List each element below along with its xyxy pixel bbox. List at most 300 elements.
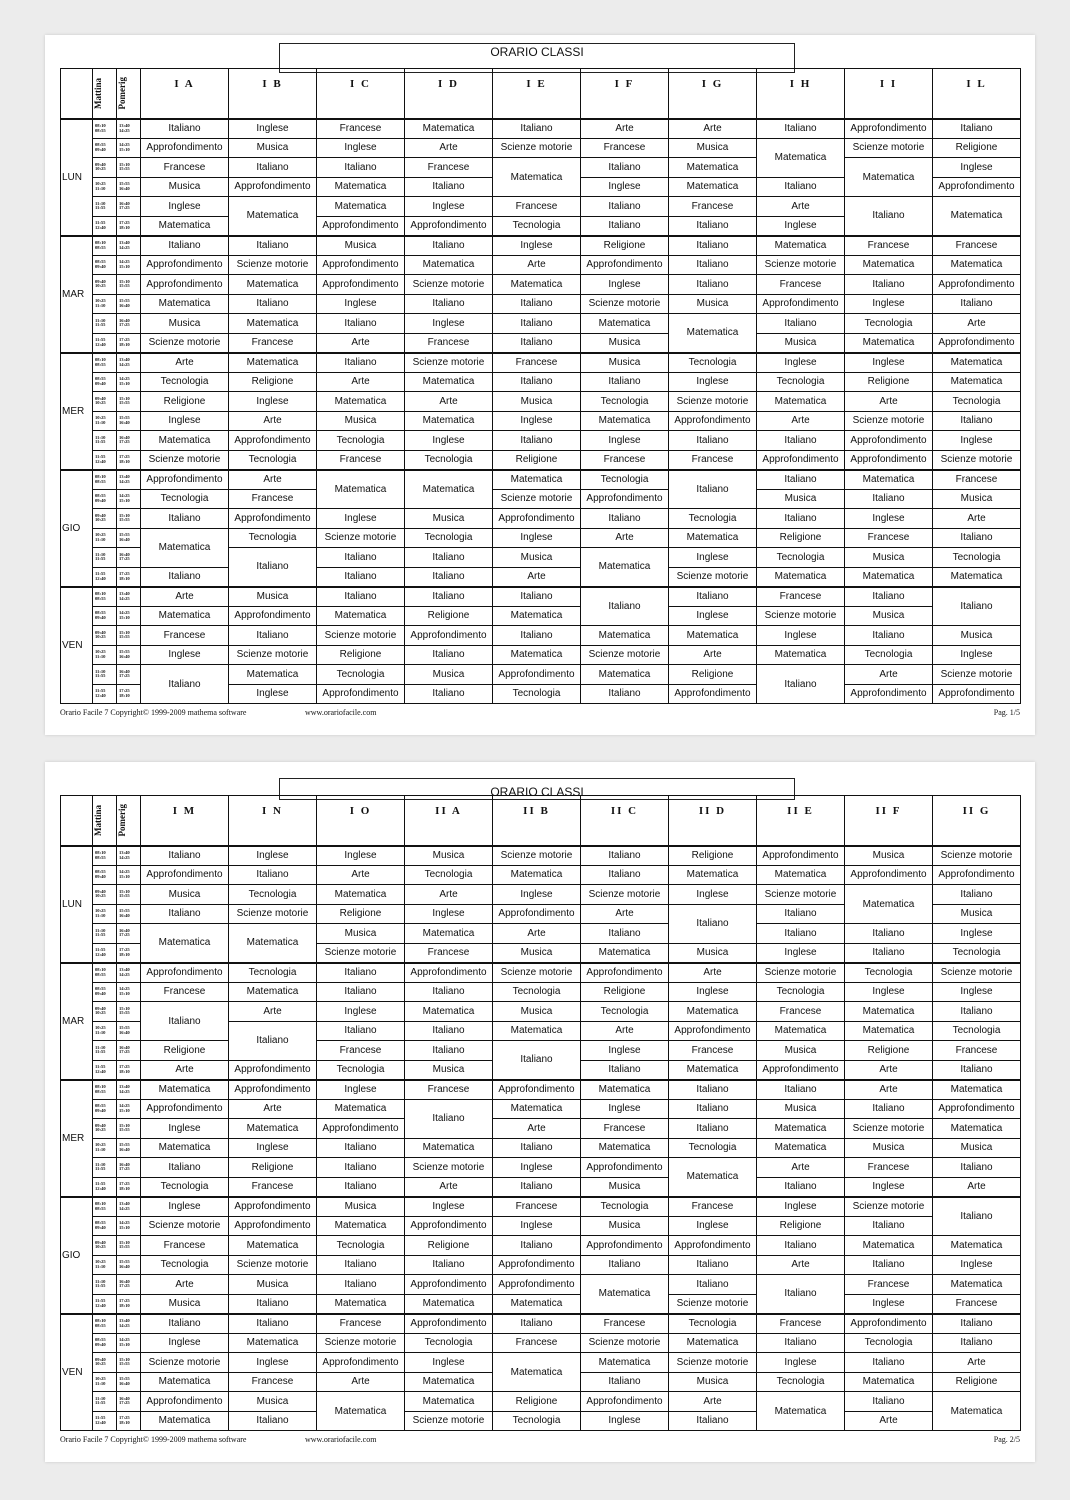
subject-cell[interactable]: Italiano <box>229 1411 317 1431</box>
subject-cell[interactable]: Francese <box>669 450 757 470</box>
subject-cell[interactable]: Approfondimento <box>933 865 1021 885</box>
subject-cell[interactable]: Francese <box>933 470 1021 490</box>
subject-cell[interactable]: Inglese <box>493 528 581 548</box>
subject-cell[interactable]: Italiano <box>845 1353 933 1373</box>
subject-cell[interactable]: Scienze motorie <box>141 1353 229 1373</box>
subject-cell[interactable]: Matematica <box>405 119 493 139</box>
subject-cell[interactable]: Religione <box>845 1041 933 1061</box>
subject-cell[interactable]: Italiano <box>405 645 493 665</box>
subject-cell[interactable]: Musica <box>933 626 1021 646</box>
subject-cell[interactable]: Francese <box>933 1294 1021 1314</box>
subject-cell[interactable]: Matematica <box>317 885 405 905</box>
subject-cell[interactable]: Inglese <box>141 1197 229 1217</box>
subject-cell[interactable]: Inglese <box>581 275 669 295</box>
subject-cell[interactable]: Matematica <box>669 177 757 197</box>
subject-cell[interactable]: Approfondimento <box>229 606 317 626</box>
subject-cell[interactable]: Italiano <box>845 197 933 236</box>
subject-cell[interactable]: Musica <box>581 1177 669 1197</box>
subject-cell[interactable]: Francese <box>845 236 933 256</box>
subject-cell[interactable]: Approfondimento <box>141 963 229 983</box>
subject-cell[interactable]: Francese <box>669 1197 757 1217</box>
subject-cell[interactable]: Italiano <box>669 216 757 236</box>
subject-cell[interactable]: Inglese <box>581 1041 669 1061</box>
subject-cell[interactable]: Tecnologia <box>405 528 493 548</box>
subject-cell[interactable]: Matematica <box>845 333 933 353</box>
subject-cell[interactable]: Approfondimento <box>493 904 581 924</box>
subject-cell[interactable]: Italiano <box>141 567 229 587</box>
subject-cell[interactable]: Matematica <box>229 353 317 373</box>
subject-cell[interactable]: Musica <box>229 1275 317 1295</box>
subject-cell[interactable]: Musica <box>317 1197 405 1217</box>
subject-cell[interactable]: Tecnologia <box>669 1138 757 1158</box>
subject-cell[interactable]: Francese <box>493 1197 581 1217</box>
subject-cell[interactable]: Matematica <box>317 177 405 197</box>
subject-cell[interactable]: Matematica <box>581 411 669 431</box>
subject-cell[interactable]: Arte <box>141 1275 229 1295</box>
subject-cell[interactable]: Musica <box>933 904 1021 924</box>
subject-cell[interactable]: Musica <box>669 1372 757 1392</box>
subject-cell[interactable]: Italiano <box>405 294 493 314</box>
subject-cell[interactable]: Italiano <box>581 197 669 217</box>
subject-cell[interactable]: Inglese <box>669 982 757 1002</box>
subject-cell[interactable]: Matematica <box>757 1119 845 1139</box>
subject-cell[interactable]: Matematica <box>317 470 405 509</box>
subject-cell[interactable]: Inglese <box>229 119 317 139</box>
subject-cell[interactable]: Arte <box>757 1158 845 1178</box>
subject-cell[interactable]: Matematica <box>669 528 757 548</box>
subject-cell[interactable]: Matematica <box>405 255 493 275</box>
subject-cell[interactable]: Scienze motorie <box>229 645 317 665</box>
subject-cell[interactable]: Matematica <box>229 314 317 334</box>
subject-cell[interactable]: Inglese <box>493 1216 581 1236</box>
subject-cell[interactable]: Inglese <box>757 626 845 646</box>
subject-cell[interactable]: Italiano <box>141 1314 229 1334</box>
subject-cell[interactable]: Italiano <box>317 567 405 587</box>
subject-cell[interactable]: Italiano <box>669 1119 757 1139</box>
subject-cell[interactable]: Inglese <box>405 1197 493 1217</box>
subject-cell[interactable]: Inglese <box>757 216 845 236</box>
subject-cell[interactable]: Matematica <box>493 1294 581 1314</box>
subject-cell[interactable]: Italiano <box>229 626 317 646</box>
subject-cell[interactable]: Matematica <box>493 645 581 665</box>
subject-cell[interactable]: Scienze motorie <box>757 606 845 626</box>
subject-cell[interactable]: Tecnologia <box>845 963 933 983</box>
subject-cell[interactable]: Italiano <box>581 372 669 392</box>
subject-cell[interactable]: Arte <box>669 645 757 665</box>
subject-cell[interactable]: Italiano <box>405 982 493 1002</box>
subject-cell[interactable]: Inglese <box>845 509 933 529</box>
subject-cell[interactable]: Matematica <box>581 1353 669 1373</box>
subject-cell[interactable]: Matematica <box>229 275 317 295</box>
subject-cell[interactable]: Italiano <box>493 294 581 314</box>
subject-cell[interactable]: Approfondimento <box>493 1080 581 1100</box>
subject-cell[interactable]: Arte <box>493 924 581 944</box>
subject-cell[interactable]: Italiano <box>845 275 933 295</box>
subject-cell[interactable]: Approfondimento <box>757 294 845 314</box>
subject-cell[interactable]: Tecnologia <box>141 1177 229 1197</box>
subject-cell[interactable]: Italiano <box>405 567 493 587</box>
subject-cell[interactable]: Inglese <box>229 392 317 412</box>
subject-cell[interactable]: Italiano <box>141 1002 229 1041</box>
subject-cell[interactable]: Francese <box>757 1002 845 1022</box>
subject-cell[interactable]: Italiano <box>581 1255 669 1275</box>
subject-cell[interactable]: Musica <box>757 1099 845 1119</box>
subject-cell[interactable]: Tecnologia <box>757 548 845 568</box>
subject-cell[interactable]: Inglese <box>845 982 933 1002</box>
subject-cell[interactable]: Religione <box>141 392 229 412</box>
subject-cell[interactable]: Approfondimento <box>317 1353 405 1373</box>
subject-cell[interactable]: Inglese <box>229 1138 317 1158</box>
footer-url[interactable]: www.orariofacile.com <box>305 1435 377 1444</box>
subject-cell[interactable]: Italiano <box>405 1255 493 1275</box>
subject-cell[interactable]: Arte <box>405 392 493 412</box>
subject-cell[interactable]: Italiano <box>669 470 757 509</box>
subject-cell[interactable]: Inglese <box>933 431 1021 451</box>
subject-cell[interactable]: Approfondimento <box>845 865 933 885</box>
subject-cell[interactable]: Matematica <box>141 528 229 567</box>
subject-cell[interactable]: Tecnologia <box>581 1002 669 1022</box>
subject-cell[interactable]: Matematica <box>669 314 757 353</box>
subject-cell[interactable]: Tecnologia <box>493 1411 581 1431</box>
subject-cell[interactable]: Matematica <box>581 1275 669 1314</box>
subject-cell[interactable]: Italiano <box>317 1158 405 1178</box>
subject-cell[interactable]: Italiano <box>757 665 845 704</box>
subject-cell[interactable]: Matematica <box>229 1119 317 1139</box>
subject-cell[interactable]: Italiano <box>141 665 229 704</box>
subject-cell[interactable]: Italiano <box>405 1041 493 1061</box>
subject-cell[interactable]: Arte <box>141 353 229 373</box>
subject-cell[interactable]: Italiano <box>405 177 493 197</box>
subject-cell[interactable]: Tecnologia <box>757 1372 845 1392</box>
subject-cell[interactable]: Matematica <box>317 1216 405 1236</box>
subject-cell[interactable]: Italiano <box>493 1177 581 1197</box>
subject-cell[interactable]: Italiano <box>229 158 317 178</box>
subject-cell[interactable]: Matematica <box>493 275 581 295</box>
subject-cell[interactable]: Tecnologia <box>669 1314 757 1334</box>
subject-cell[interactable]: Tecnologia <box>229 963 317 983</box>
subject-cell[interactable]: Musica <box>405 509 493 529</box>
subject-cell[interactable]: Inglese <box>493 236 581 256</box>
subject-cell[interactable]: Approfondimento <box>317 1119 405 1139</box>
subject-cell[interactable]: Tecnologia <box>933 1021 1021 1041</box>
subject-cell[interactable]: Tecnologia <box>669 509 757 529</box>
subject-cell[interactable]: Scienze motorie <box>405 1158 493 1178</box>
subject-cell[interactable]: Arte <box>317 865 405 885</box>
subject-cell[interactable]: Italiano <box>317 1021 405 1041</box>
subject-cell[interactable]: Musica <box>229 138 317 158</box>
subject-cell[interactable]: Francese <box>845 1158 933 1178</box>
subject-cell[interactable]: Francese <box>405 333 493 353</box>
subject-cell[interactable]: Italiano <box>845 924 933 944</box>
subject-cell[interactable]: Scienze motorie <box>493 489 581 509</box>
subject-cell[interactable]: Italiano <box>493 1314 581 1334</box>
subject-cell[interactable]: Tecnologia <box>933 548 1021 568</box>
subject-cell[interactable]: Italiano <box>845 489 933 509</box>
subject-cell[interactable]: Italiano <box>581 216 669 236</box>
subject-cell[interactable]: Italiano <box>845 626 933 646</box>
subject-cell[interactable]: Francese <box>405 1080 493 1100</box>
subject-cell[interactable]: Matematica <box>845 567 933 587</box>
subject-cell[interactable]: Arte <box>317 372 405 392</box>
subject-cell[interactable]: Arte <box>581 904 669 924</box>
subject-cell[interactable]: Inglese <box>317 294 405 314</box>
subject-cell[interactable]: Tecnologia <box>933 943 1021 963</box>
subject-cell[interactable]: Italiano <box>317 314 405 334</box>
subject-cell[interactable]: Scienze motorie <box>493 963 581 983</box>
subject-cell[interactable]: Italiano <box>757 1177 845 1197</box>
subject-cell[interactable]: Matematica <box>845 1021 933 1041</box>
subject-cell[interactable]: Matematica <box>933 353 1021 373</box>
subject-cell[interactable]: Scienze motorie <box>933 450 1021 470</box>
subject-cell[interactable]: Matematica <box>405 372 493 392</box>
subject-cell[interactable]: Tecnologia <box>229 450 317 470</box>
subject-cell[interactable]: Religione <box>581 236 669 256</box>
subject-cell[interactable]: Musica <box>669 294 757 314</box>
subject-cell[interactable]: Italiano <box>669 1275 757 1295</box>
subject-cell[interactable]: Scienze motorie <box>405 275 493 295</box>
subject-cell[interactable]: Matematica <box>933 1392 1021 1431</box>
subject-cell[interactable]: Scienze motorie <box>581 1333 669 1353</box>
subject-cell[interactable]: Scienze motorie <box>141 450 229 470</box>
subject-cell[interactable]: Arte <box>581 1021 669 1041</box>
subject-cell[interactable]: Matematica <box>405 1138 493 1158</box>
subject-cell[interactable]: Matematica <box>669 1333 757 1353</box>
subject-cell[interactable]: Italiano <box>757 924 845 944</box>
subject-cell[interactable]: Italiano <box>141 236 229 256</box>
subject-cell[interactable]: Inglese <box>845 1294 933 1314</box>
subject-cell[interactable]: Italiano <box>317 1138 405 1158</box>
subject-cell[interactable]: Matematica <box>317 197 405 217</box>
subject-cell[interactable]: Matematica <box>317 1099 405 1119</box>
subject-cell[interactable]: Approfondimento <box>933 684 1021 704</box>
subject-cell[interactable]: Italiano <box>845 587 933 607</box>
subject-cell[interactable]: Italiano <box>229 236 317 256</box>
subject-cell[interactable]: Italiano <box>229 294 317 314</box>
subject-cell[interactable]: Francese <box>141 982 229 1002</box>
subject-cell[interactable]: Scienze motorie <box>229 255 317 275</box>
subject-cell[interactable]: Tecnologia <box>669 353 757 373</box>
subject-cell[interactable]: Inglese <box>405 1353 493 1373</box>
subject-cell[interactable]: Matematica <box>141 924 229 963</box>
subject-cell[interactable]: Francese <box>229 1372 317 1392</box>
subject-cell[interactable]: Francese <box>229 333 317 353</box>
subject-cell[interactable]: Approfondimento <box>229 1060 317 1080</box>
subject-cell[interactable]: Tecnologia <box>933 392 1021 412</box>
subject-cell[interactable]: Francese <box>669 1041 757 1061</box>
subject-cell[interactable]: Religione <box>493 1392 581 1412</box>
subject-cell[interactable]: Italiano <box>581 509 669 529</box>
subject-cell[interactable]: Approfondimento <box>933 1099 1021 1119</box>
subject-cell[interactable]: Inglese <box>141 411 229 431</box>
subject-cell[interactable]: Arte <box>317 1372 405 1392</box>
subject-cell[interactable]: Musica <box>405 846 493 866</box>
subject-cell[interactable]: Italiano <box>229 1314 317 1334</box>
subject-cell[interactable]: Musica <box>141 314 229 334</box>
subject-cell[interactable]: Italiano <box>669 904 757 943</box>
subject-cell[interactable]: Matematica <box>405 1294 493 1314</box>
subject-cell[interactable]: Italiano <box>317 982 405 1002</box>
subject-cell[interactable]: Arte <box>933 509 1021 529</box>
subject-cell[interactable]: Italiano <box>317 963 405 983</box>
subject-cell[interactable]: Matematica <box>581 665 669 685</box>
subject-cell[interactable]: Italiano <box>317 1255 405 1275</box>
subject-cell[interactable]: Arte <box>141 587 229 607</box>
subject-cell[interactable]: Religione <box>757 528 845 548</box>
subject-cell[interactable]: Approfondimento <box>493 1275 581 1295</box>
subject-cell[interactable]: Italiano <box>317 158 405 178</box>
subject-cell[interactable]: Italiano <box>757 119 845 139</box>
subject-cell[interactable]: Matematica <box>669 1158 757 1197</box>
subject-cell[interactable]: Inglese <box>757 353 845 373</box>
subject-cell[interactable]: Italiano <box>933 294 1021 314</box>
subject-cell[interactable]: Matematica <box>845 255 933 275</box>
subject-cell[interactable]: Italiano <box>669 1099 757 1119</box>
subject-cell[interactable]: Matematica <box>493 865 581 885</box>
subject-cell[interactable]: Matematica <box>493 1353 581 1392</box>
subject-cell[interactable]: Matematica <box>229 197 317 236</box>
subject-cell[interactable]: Francese <box>581 450 669 470</box>
subject-cell[interactable]: Arte <box>669 963 757 983</box>
subject-cell[interactable]: Approfondimento <box>229 1080 317 1100</box>
subject-cell[interactable]: Italiano <box>405 1021 493 1041</box>
subject-cell[interactable]: Religione <box>405 606 493 626</box>
subject-cell[interactable]: Matematica <box>317 392 405 412</box>
subject-cell[interactable]: Matematica <box>669 626 757 646</box>
subject-cell[interactable]: Religione <box>669 665 757 685</box>
subject-cell[interactable]: Matematica <box>405 1372 493 1392</box>
subject-cell[interactable]: Inglese <box>933 645 1021 665</box>
subject-cell[interactable]: Italiano <box>581 684 669 704</box>
subject-cell[interactable]: Musica <box>581 1216 669 1236</box>
subject-cell[interactable]: Inglese <box>317 846 405 866</box>
subject-cell[interactable]: Approfondimento <box>405 626 493 646</box>
subject-cell[interactable]: Inglese <box>669 372 757 392</box>
subject-cell[interactable]: Tecnologia <box>317 1236 405 1256</box>
subject-cell[interactable]: Italiano <box>669 1080 757 1100</box>
subject-cell[interactable]: Matematica <box>229 1236 317 1256</box>
subject-cell[interactable]: Musica <box>493 943 581 963</box>
subject-cell[interactable]: Approfondimento <box>933 333 1021 353</box>
subject-cell[interactable]: Matematica <box>757 392 845 412</box>
subject-cell[interactable]: Tecnologia <box>845 645 933 665</box>
subject-cell[interactable]: Approfondimento <box>141 275 229 295</box>
subject-cell[interactable]: Inglese <box>933 158 1021 178</box>
subject-cell[interactable]: Arte <box>845 665 933 685</box>
subject-cell[interactable]: Matematica <box>317 606 405 626</box>
subject-cell[interactable]: Inglese <box>493 411 581 431</box>
subject-cell[interactable]: Italiano <box>493 314 581 334</box>
subject-cell[interactable]: Matematica <box>581 626 669 646</box>
subject-cell[interactable]: Inglese <box>229 846 317 866</box>
subject-cell[interactable]: Scienze motorie <box>933 846 1021 866</box>
subject-cell[interactable]: Inglese <box>581 431 669 451</box>
subject-cell[interactable]: Matematica <box>845 1372 933 1392</box>
subject-cell[interactable]: Italiano <box>581 587 669 626</box>
subject-cell[interactable]: Italiano <box>845 1099 933 1119</box>
subject-cell[interactable]: Inglese <box>933 924 1021 944</box>
subject-cell[interactable]: Approfondimento <box>493 1255 581 1275</box>
subject-cell[interactable]: Francese <box>933 236 1021 256</box>
subject-cell[interactable]: Inglese <box>317 1002 405 1022</box>
subject-cell[interactable]: Approfondimento <box>141 865 229 885</box>
subject-cell[interactable]: Scienze motorie <box>405 353 493 373</box>
subject-cell[interactable]: Inglese <box>933 1255 1021 1275</box>
subject-cell[interactable]: Italiano <box>933 1314 1021 1334</box>
subject-cell[interactable]: Arte <box>229 1099 317 1119</box>
subject-cell[interactable]: Inglese <box>669 885 757 905</box>
subject-cell[interactable]: Inglese <box>757 943 845 963</box>
subject-cell[interactable]: Tecnologia <box>405 865 493 885</box>
subject-cell[interactable]: Italiano <box>405 587 493 607</box>
subject-cell[interactable]: Religione <box>229 372 317 392</box>
subject-cell[interactable]: Matematica <box>757 138 845 177</box>
subject-cell[interactable]: Arte <box>845 1411 933 1431</box>
subject-cell[interactable]: Musica <box>757 489 845 509</box>
subject-cell[interactable]: Scienze motorie <box>317 528 405 548</box>
subject-cell[interactable]: Matematica <box>141 1372 229 1392</box>
subject-cell[interactable]: Italiano <box>933 1158 1021 1178</box>
subject-cell[interactable]: Matematica <box>493 470 581 490</box>
subject-cell[interactable]: Scienze motorie <box>845 1197 933 1217</box>
subject-cell[interactable]: Italiano <box>669 587 757 607</box>
subject-cell[interactable]: Approfondimento <box>493 509 581 529</box>
subject-cell[interactable]: Approfondimento <box>669 1236 757 1256</box>
subject-cell[interactable]: Matematica <box>757 865 845 885</box>
subject-cell[interactable]: Scienze motorie <box>757 255 845 275</box>
subject-cell[interactable]: Italiano <box>845 1255 933 1275</box>
subject-cell[interactable]: Francese <box>317 450 405 470</box>
subject-cell[interactable]: Approfondimento <box>317 275 405 295</box>
subject-cell[interactable]: Religione <box>229 1158 317 1178</box>
subject-cell[interactable]: Inglese <box>845 1177 933 1197</box>
subject-cell[interactable]: Religione <box>581 982 669 1002</box>
subject-cell[interactable]: Matematica <box>933 567 1021 587</box>
subject-cell[interactable]: Musica <box>757 1041 845 1061</box>
subject-cell[interactable]: Scienze motorie <box>933 963 1021 983</box>
subject-cell[interactable]: Italiano <box>757 509 845 529</box>
subject-cell[interactable]: Francese <box>493 1333 581 1353</box>
subject-cell[interactable]: Approfondimento <box>229 177 317 197</box>
subject-cell[interactable]: Italiano <box>141 119 229 139</box>
subject-cell[interactable]: Italiano <box>669 431 757 451</box>
subject-cell[interactable]: Italiano <box>757 470 845 490</box>
subject-cell[interactable]: Approfondimento <box>669 1021 757 1041</box>
subject-cell[interactable]: Italiano <box>581 1060 669 1080</box>
subject-cell[interactable]: Scienze motorie <box>845 138 933 158</box>
subject-cell[interactable]: Italiano <box>845 1216 933 1236</box>
subject-cell[interactable]: Italiano <box>669 236 757 256</box>
subject-cell[interactable]: Scienze motorie <box>141 333 229 353</box>
subject-cell[interactable]: Arte <box>757 197 845 217</box>
subject-cell[interactable]: Tecnologia <box>141 489 229 509</box>
subject-cell[interactable]: Italiano <box>581 865 669 885</box>
subject-cell[interactable]: Francese <box>141 1236 229 1256</box>
subject-cell[interactable]: Matematica <box>229 1333 317 1353</box>
subject-cell[interactable]: Musica <box>845 846 933 866</box>
subject-cell[interactable]: Scienze motorie <box>581 294 669 314</box>
subject-cell[interactable]: Religione <box>317 645 405 665</box>
subject-cell[interactable]: Scienze motorie <box>669 1294 757 1314</box>
subject-cell[interactable]: Matematica <box>581 1080 669 1100</box>
subject-cell[interactable]: Francese <box>141 626 229 646</box>
subject-cell[interactable]: Musica <box>141 885 229 905</box>
subject-cell[interactable]: Religione <box>933 1372 1021 1392</box>
subject-cell[interactable]: Italiano <box>933 411 1021 431</box>
subject-cell[interactable]: Francese <box>669 197 757 217</box>
subject-cell[interactable]: Approfondimento <box>141 470 229 490</box>
subject-cell[interactable]: Arte <box>933 1353 1021 1373</box>
subject-cell[interactable]: Scienze motorie <box>845 411 933 431</box>
